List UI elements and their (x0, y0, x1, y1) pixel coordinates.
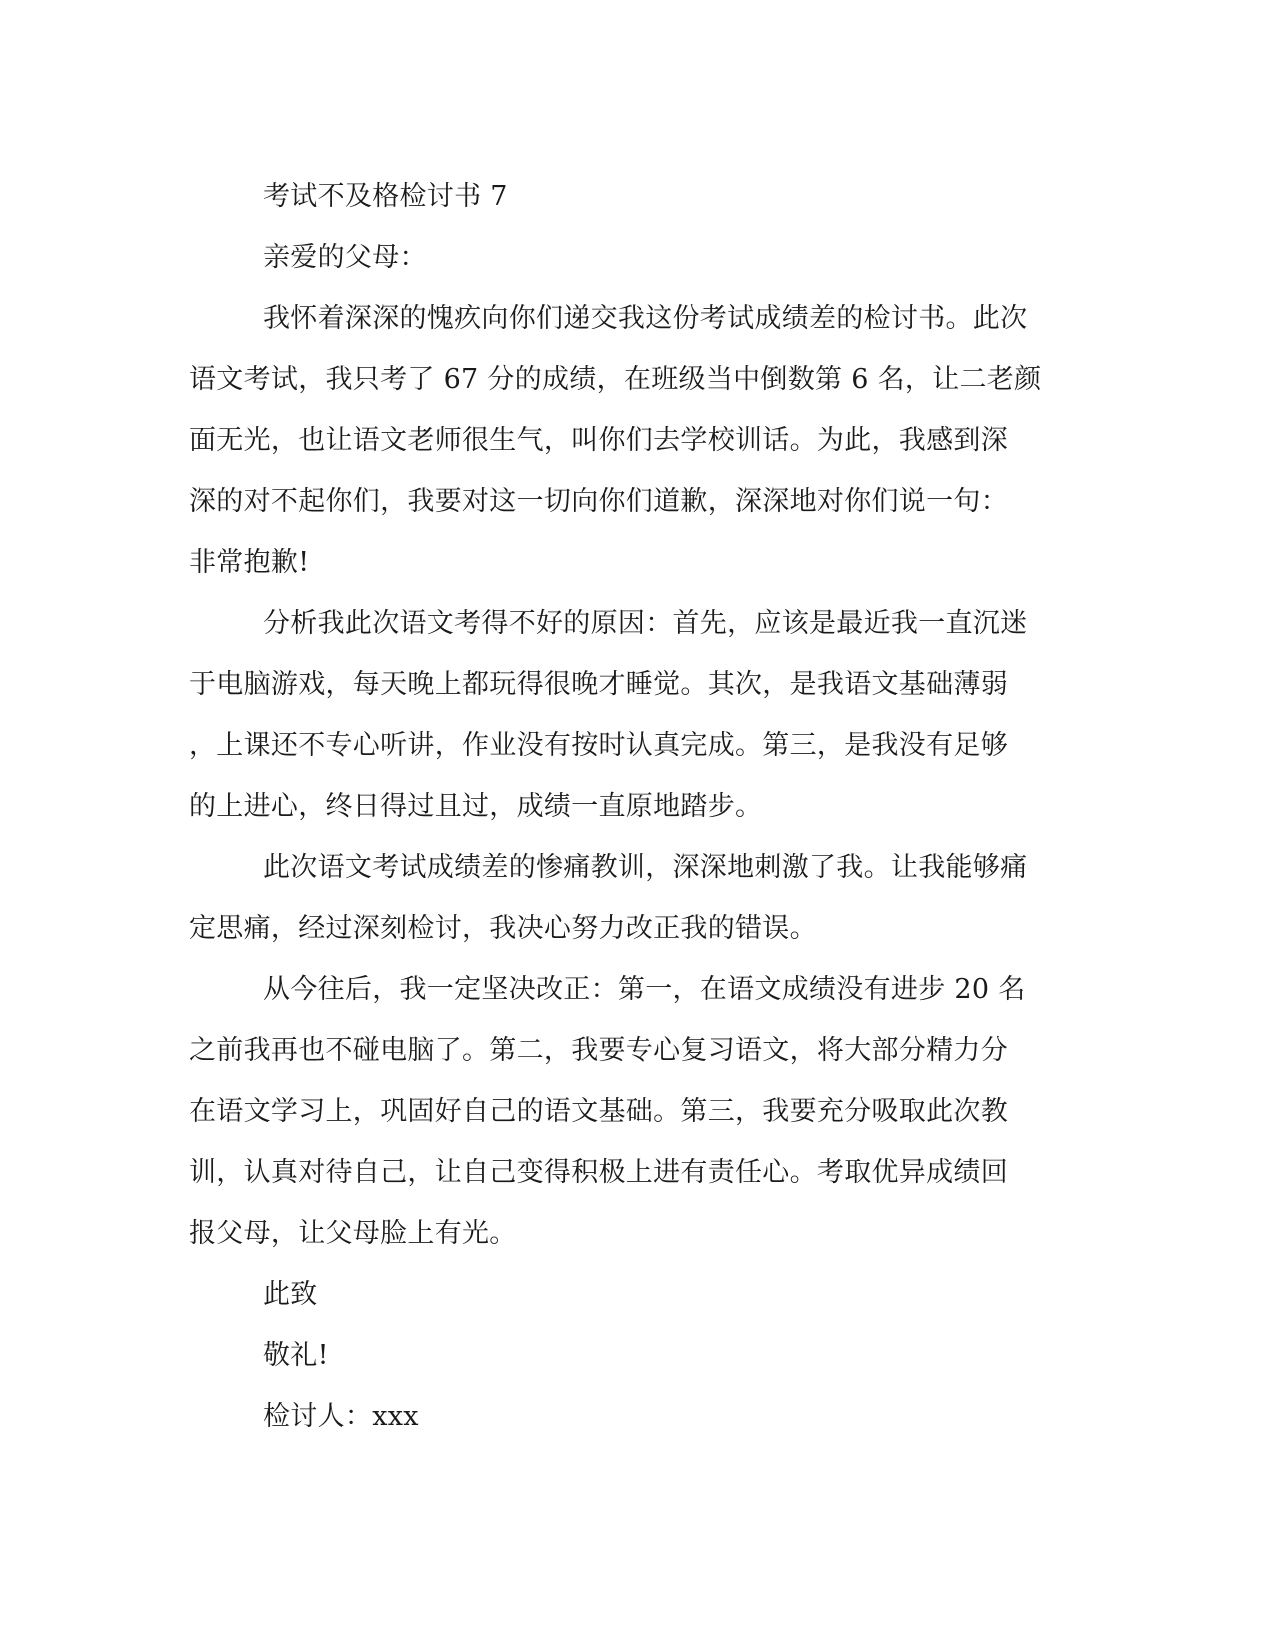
paragraph-line: 从今往后，我一定坚决改正：第一，在语文成绩没有进步 20 名 (263, 974, 1026, 1005)
paragraph-line: 我怀着深深的愧疚向你们递交我这份考试成绩差的检讨书。此次 (263, 303, 1028, 334)
paragraph-line: 分析我此次语文考得不好的原因：首先，应该是最近我一直沉迷 (263, 608, 1028, 639)
paragraph-line: 报父母，让父母脸上有光。 (189, 1218, 517, 1249)
signature: 检讨人：xxx (263, 1401, 419, 1432)
paragraph-line: ，上课还不专心听讲，作业没有按时认真完成。第三，是我没有足够 (189, 730, 1008, 761)
document-title: 考试不及格检讨书 7 (263, 181, 508, 212)
paragraph-line: 深的对不起你们，我要对这一切向你们道歉，深深地对你们说一句： (189, 486, 1008, 517)
closing-greeting: 此致 (263, 1279, 318, 1310)
paragraph-line: 定思痛，经过深刻检讨，我决心努力改正我的错误。 (189, 913, 817, 944)
document-body (189, 166, 1069, 1447)
paragraph-line: 之前我再也不碰电脑了。第二，我要专心复习语文，将大部分精力分 (189, 1035, 1008, 1066)
paragraph-line: 面无光，也让语文老师很生气，叫你们去学校训话。为此，我感到深 (189, 425, 1008, 456)
salutation: 亲爱的父母： (263, 242, 427, 273)
paragraph-line: 训，认真对待自己，让自己变得积极上进有责任心。考取优异成绩回 (189, 1157, 1008, 1188)
closing-salute: 敬礼! (263, 1340, 329, 1371)
paragraph-line: 在语文学习上，巩固好自己的语文基础。第三，我要充分吸取此次教 (189, 1096, 1008, 1127)
paragraph-line: 的上进心，终日得过且过，成绩一直原地踏步。 (189, 791, 763, 822)
paragraph-line: 于电脑游戏，每天晚上都玩得很晚才睡觉。其次，是我语文基础薄弱 (189, 669, 1008, 700)
paragraph-line: 此次语文考试成绩差的惨痛教训，深深地刺激了我。让我能够痛 (263, 852, 1028, 883)
paragraph-line: 语文考试，我只考了 67 分的成绩，在班级当中倒数第 6 名，让二老颜 (189, 364, 1042, 395)
paragraph-line: 非常抱歉! (189, 547, 310, 578)
